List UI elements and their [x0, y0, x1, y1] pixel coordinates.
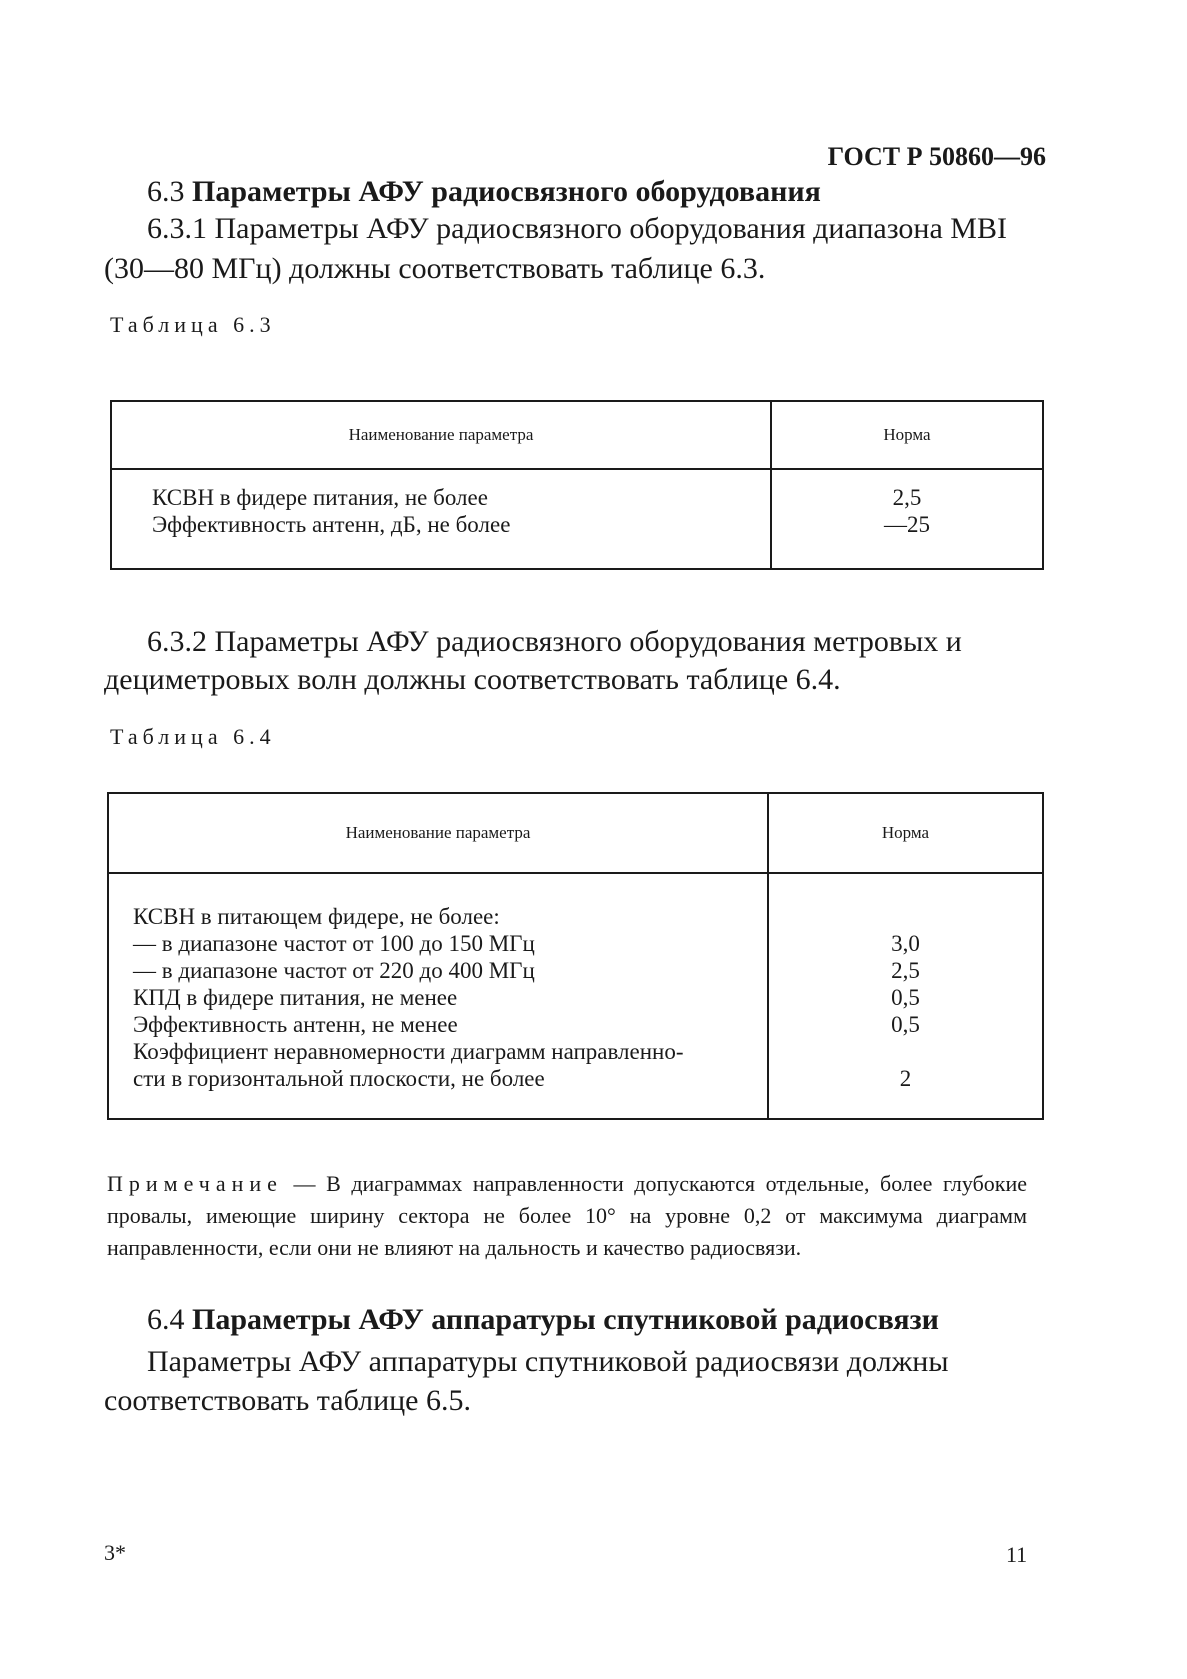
paragraph-6-4-line2: соответствовать таблице 6.5. — [104, 1384, 472, 1417]
note-label: Примечание — [107, 1171, 283, 1196]
section-6-4-heading — [147, 1303, 939, 1337]
table-row-name: — в диапазоне частот от 100 до 150 МГц — [133, 931, 535, 956]
table-row-name: КСВН в фидере питания, не более — [152, 485, 488, 510]
table-row-value: 2 — [899, 1066, 912, 1091]
paragraph-6-3-1-line2: (30—80 МГц) должны соответствовать таблице 6.3. — [104, 252, 766, 285]
table-6-4 — [107, 792, 1044, 1120]
table-row-value: 2,5 — [891, 958, 920, 983]
footer-signature-mark: 3* — [104, 1540, 126, 1565]
table-row-name: Коэффициент неравномерности диаграмм направленно- — [133, 1039, 684, 1064]
table-6-3-header-name: Наименование параметра — [111, 401, 771, 469]
document-code: ГОСТ Р 50860—96 — [827, 142, 1046, 171]
table-6-4-values — [768, 873, 1043, 1119]
table-6-3-names — [111, 469, 771, 569]
section-6-3-heading — [147, 175, 821, 209]
paragraph-6-3-2-line1: 6.3.2 Параметры АФУ радиосвязного оборудования метровых и — [147, 625, 962, 658]
section-title: Параметры АФУ аппаратуры спутниковой радиосвязи — [192, 1303, 939, 1336]
paragraph-6-3-2-line2: дециметровых волн должны соответствовать таблице 6.4. — [104, 663, 841, 696]
table-row-name: Эффективность антенн, дБ, не более — [152, 512, 511, 537]
table-6-3-caption: Таблица 6.3 — [110, 312, 276, 337]
page-number: 11 — [1006, 1542, 1028, 1567]
note-text: — В диаграммах направленности допускаются отдельные, более глубокие провалы, имеющие ширину сектора не более 10° на уровне 0,2 от максимума диаграмм направленности, если они не влияют на дальность и качество радиосвязи. — [107, 1171, 1027, 1260]
paragraph-6-3-1-line1: 6.3.1 Параметры АФУ радиосвязного оборудования диапазона МВI — [147, 212, 1007, 245]
table-6-4-header-name: Наименование параметра — [108, 793, 768, 873]
table-row-value — [769, 1038, 1042, 1065]
table-row-name: Эффективность антенн, не менее — [133, 1012, 458, 1037]
section-number: 6.4 — [147, 1303, 185, 1336]
section-number: 6.3 — [147, 175, 185, 208]
table-row-value: 2,5 — [892, 485, 922, 510]
table-row-name: КСВН в питающем фидере, не более: — [133, 904, 500, 929]
section-title: Параметры АФУ радиосвязного оборудования — [192, 175, 821, 208]
table-row-value: 3,0 — [891, 931, 920, 956]
paragraph-6-4-line1: Параметры АФУ аппаратуры спутниковой радиосвязи должны — [147, 1345, 949, 1378]
table-row-value — [769, 903, 1042, 930]
table-row-value: 0,5 — [891, 1012, 920, 1037]
table-6-4-header-norm: Норма — [768, 793, 1043, 873]
table-6-3 — [110, 400, 1044, 570]
table-6-4-caption: Таблица 6.4 — [110, 724, 276, 749]
table-6-3-values — [771, 469, 1043, 569]
table-6-3-header-norm: Норма — [771, 401, 1043, 469]
table-row-value: 0,5 — [891, 985, 920, 1010]
table-note — [107, 1168, 1027, 1264]
table-row-name: — в диапазоне частот от 220 до 400 МГц — [133, 958, 535, 983]
table-6-4-names — [108, 873, 768, 1119]
table-row-name: сти в горизонтальной плоскости, не более — [133, 1066, 545, 1091]
table-row-value: —25 — [884, 512, 930, 537]
table-row-name: КПД в фидере питания, не менее — [133, 985, 458, 1010]
